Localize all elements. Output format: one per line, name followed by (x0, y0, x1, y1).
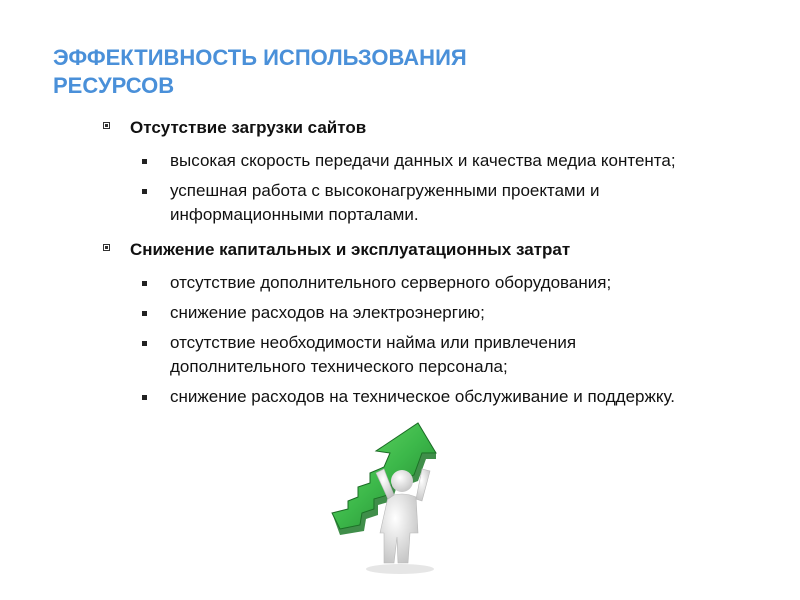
small-square-bullet-icon (142, 341, 147, 346)
square-bullet-icon (103, 244, 110, 251)
figure-lifting-arrow-icon (318, 417, 472, 577)
small-square-bullet-icon (142, 189, 147, 194)
list-item: отсутствие дополнительного серверного оборудования; (142, 271, 710, 295)
list-item: успешная работа с высоконагруженными проектами и информационными порталами. (142, 179, 710, 227)
small-square-bullet-icon (142, 159, 147, 164)
small-square-bullet-icon (142, 311, 147, 316)
slide-title (53, 44, 673, 100)
bullet-list (103, 117, 723, 415)
small-square-bullet-icon (142, 281, 147, 286)
list-item: снижение расходов на электроэнергию; (142, 301, 710, 325)
slide-title-line-1: ЭФФЕКТИВНОСТЬ ИСПОЛЬЗОВАНИЯ (53, 45, 467, 70)
list-item: высокая скорость передачи данных и качества медиа контента; (142, 149, 710, 173)
section-heading-2: Снижение капитальных и эксплуатационных затрат (103, 239, 723, 261)
square-bullet-icon (103, 122, 110, 129)
list-item: снижение расходов на техническое обслуживание и поддержку. (142, 385, 710, 409)
slide-title-line-2: РЕСУРСОВ (53, 73, 175, 98)
list-item: отсутствие необходимости найма или привлечения дополнительного технического персонала; (142, 331, 710, 379)
section-heading-1: Отсутствие загрузки сайтов (103, 117, 723, 139)
small-square-bullet-icon (142, 395, 147, 400)
